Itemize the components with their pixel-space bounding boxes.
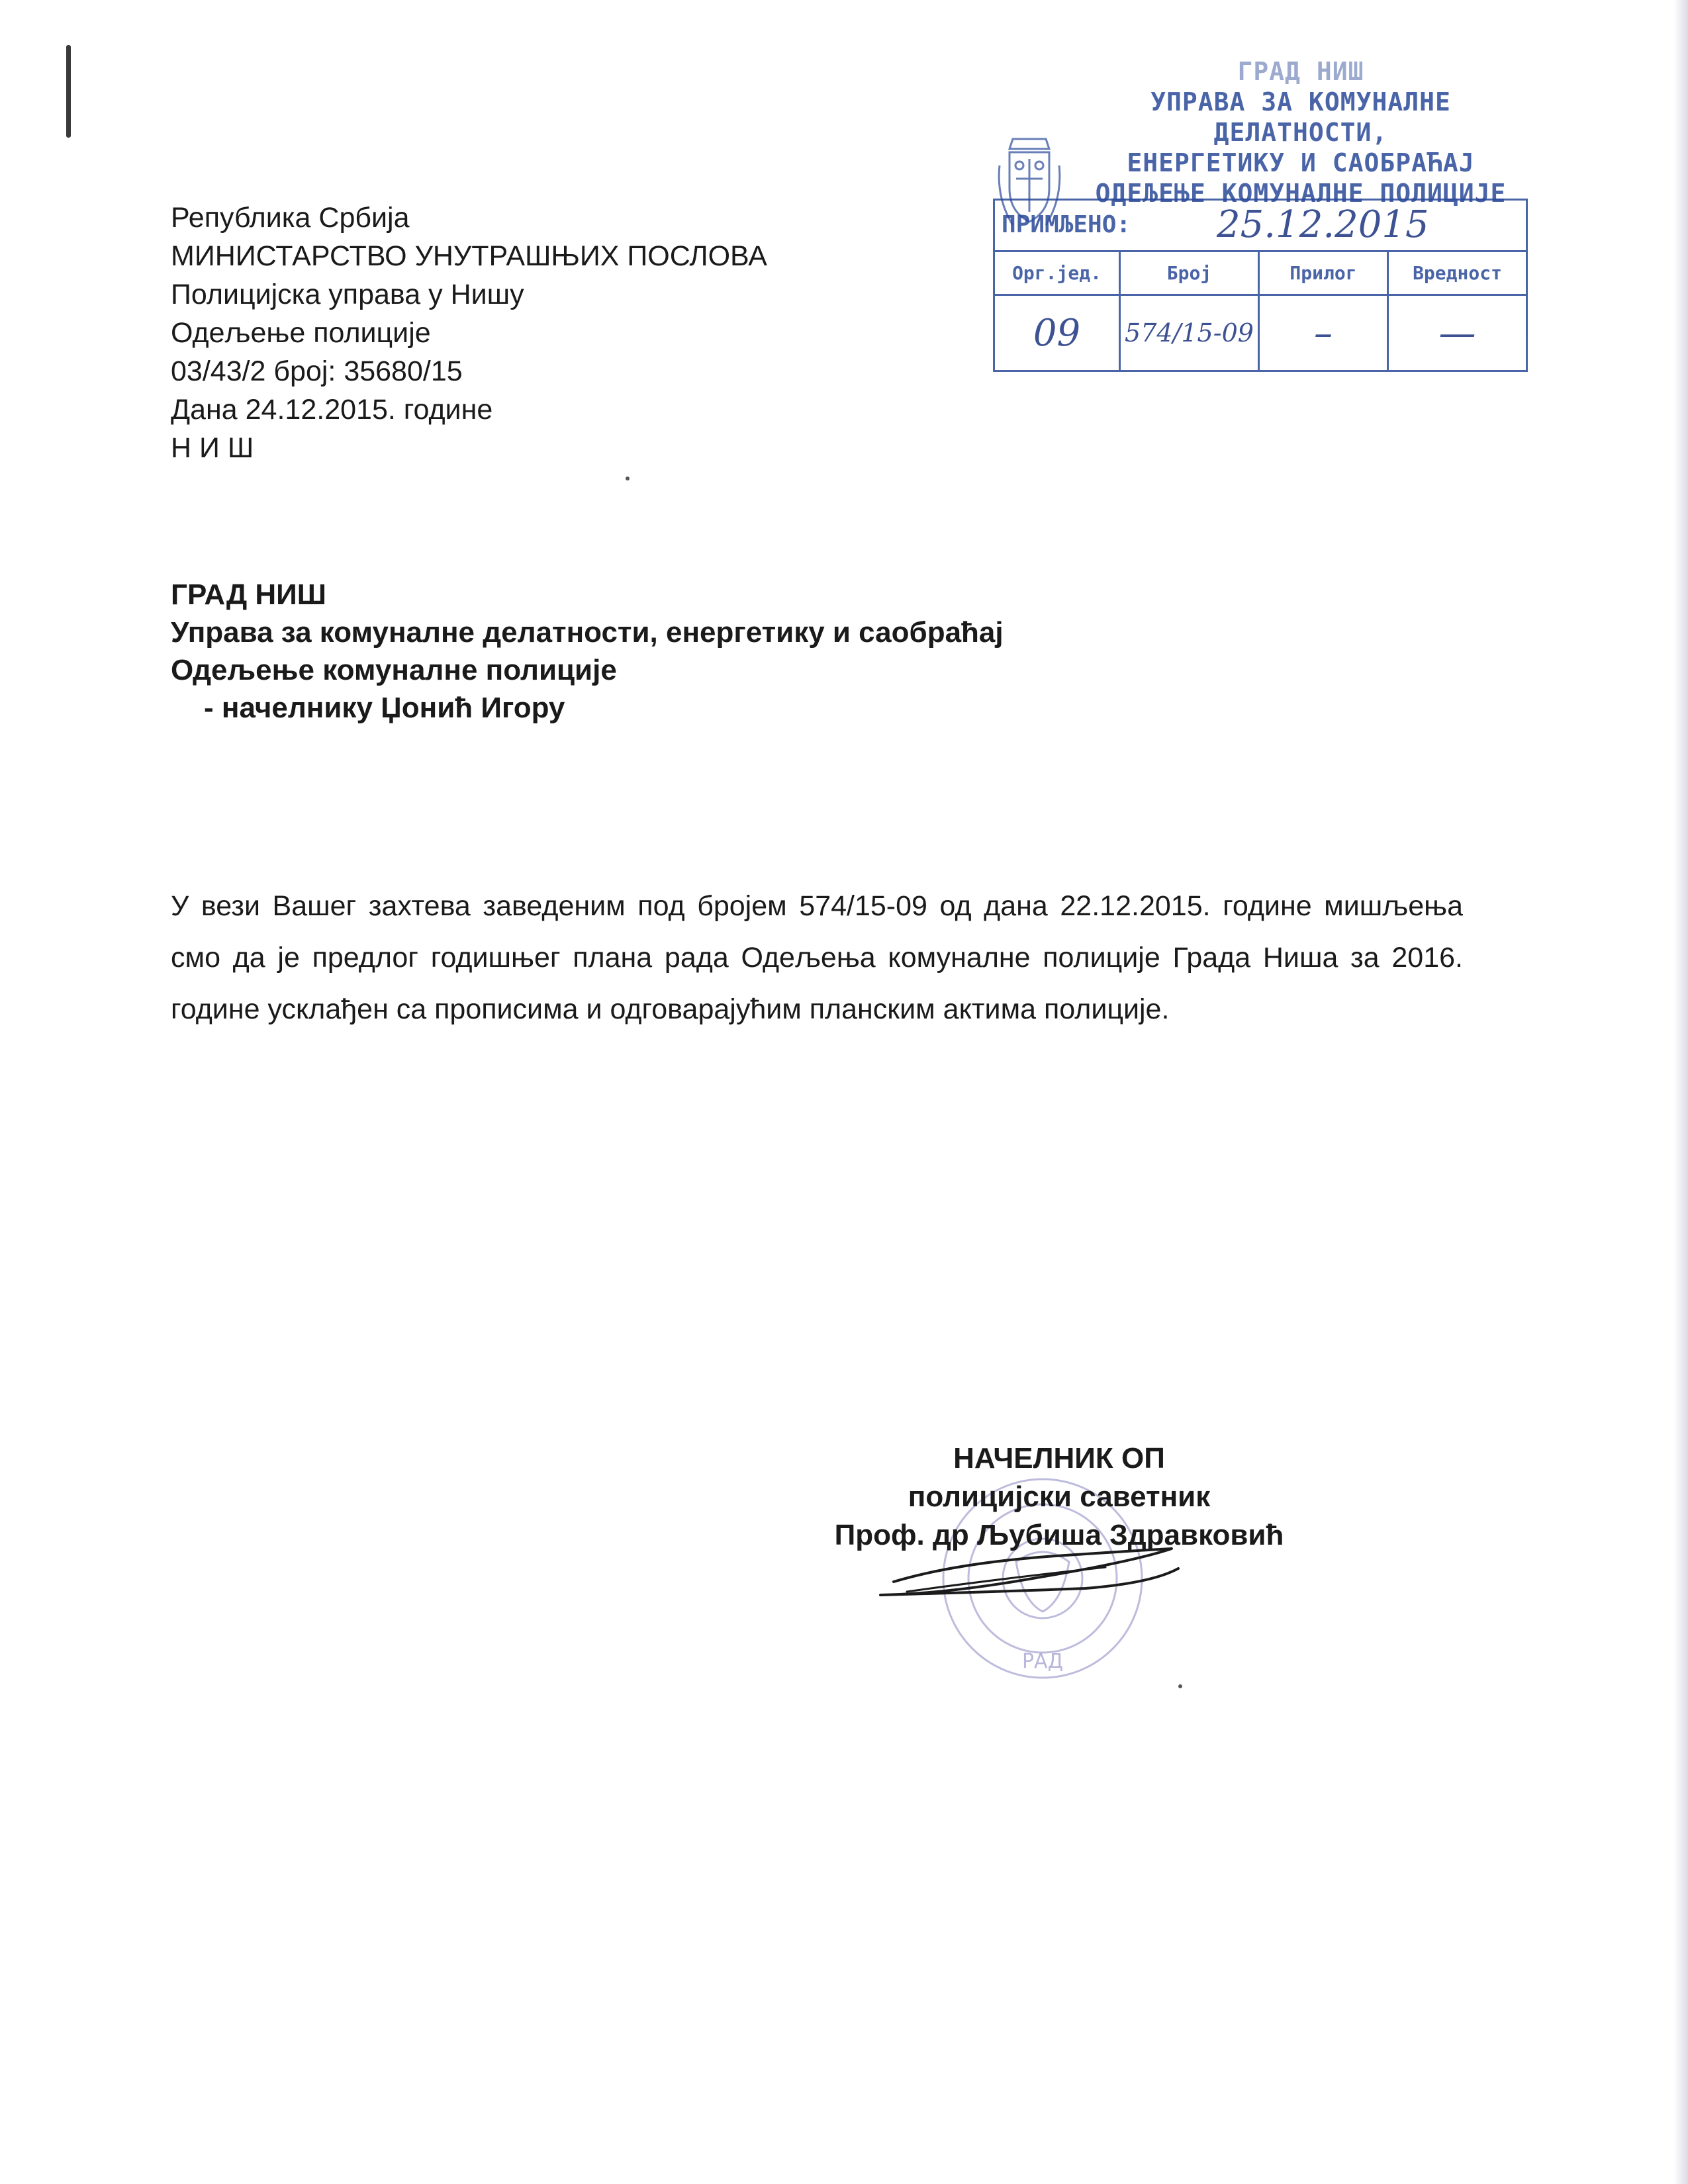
- sender-city: Н И Ш: [171, 432, 254, 464]
- stamp-grid: [993, 199, 1528, 372]
- recipient-block: [171, 576, 1004, 727]
- stamp-column-header: Вредност: [1413, 262, 1502, 284]
- stamp-value: –: [1260, 296, 1389, 370]
- page-edge: [1673, 0, 1688, 2184]
- reception-stamp: [993, 56, 1529, 374]
- stamp-column-headers: [995, 252, 1526, 296]
- signatory-name: Проф. др Љубиша Здравковић: [834, 1519, 1284, 1551]
- signatory-title: НАЧЕЛНИК ОП: [953, 1442, 1165, 1475]
- sender-reference: 03/43/2 број: 35680/15: [171, 355, 463, 387]
- stamp-column-header: Орг.јед.: [995, 252, 1121, 294]
- received-label: ПРИМЉЕНО:: [1002, 211, 1131, 238]
- sender-department: Одељење полиције: [171, 317, 431, 349]
- handwritten-signature: [867, 1542, 1185, 1621]
- recipient-city: ГРАД НИШ: [171, 578, 327, 611]
- sender-block: [171, 199, 767, 467]
- sender-ministry: МИНИСТАРСТВО УНУТРАШЊИХ ПОСЛОВА: [171, 240, 767, 272]
- signatory-rank: полицијски саветник: [908, 1480, 1211, 1513]
- stamp-header-line: УПРАВА ЗА КОМУНАЛНЕ: [1150, 87, 1451, 116]
- stamp-header: [1069, 56, 1532, 208]
- seal-text: РАД: [1021, 1650, 1064, 1673]
- sender-directorate: Полицијска управа у Нишу: [171, 279, 524, 310]
- scan-mark: [66, 45, 71, 138]
- stamp-values-row: [995, 296, 1526, 370]
- stamp-value: 09: [995, 296, 1121, 370]
- stamp-column-header: Прилог: [1260, 252, 1389, 294]
- signature-block: [794, 1439, 1324, 1555]
- ink-speck: [626, 477, 630, 480]
- sender-country: Република Србија: [171, 202, 410, 234]
- recipient-administration: Управа за комуналне делатности, енергетику и саобраћај: [171, 616, 1004, 649]
- stamp-header-line: ОДЕЉЕЊЕ КОМУНАЛНЕ ПОЛИЦИЈЕ: [1095, 179, 1507, 208]
- stamp-received-row: [995, 201, 1526, 252]
- recipient-addressee: - начелнику Џонић Игору: [204, 692, 565, 724]
- stamp-value: —: [1438, 311, 1476, 355]
- stamp-header-line: ГРАД НИШ: [1237, 57, 1364, 86]
- letter-body: У вези Вашег захтева заведеним под бројем 574/15-09 од дана 22.12.2015. године мишљења смо да је предлог годишњег плана рада Одељења комуналне полиције Града Ниша за 2016. године усклађен са прописима и одговарајућим планским актима полиције.: [171, 890, 1463, 1025]
- stamp-header-line: ЕНЕРГЕТИКУ И САОБРАЋАЈ: [1127, 148, 1475, 177]
- received-date: 25.12.2015: [1217, 203, 1429, 246]
- stamp-header-line: ДЕЛАТНОСТИ,: [1213, 118, 1388, 147]
- sender-date: Дана 24.12.2015. године: [171, 394, 493, 426]
- stamp-value: 574/15-09: [1121, 296, 1260, 370]
- stamp-column-header: Број: [1121, 252, 1260, 294]
- recipient-department: Одељење комуналне полиције: [171, 654, 617, 686]
- ink-speck: [1178, 1684, 1182, 1688]
